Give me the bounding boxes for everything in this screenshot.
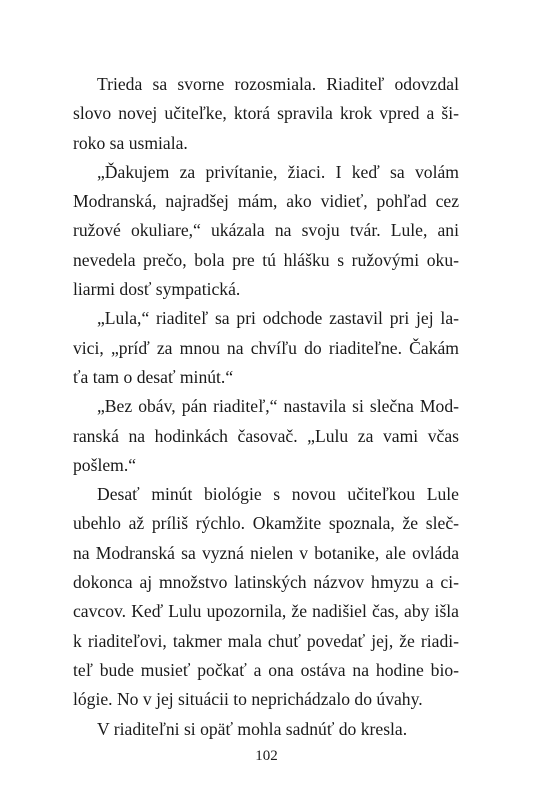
- text-line: Trieda sa svorne rozosmiala. Riaditeľ odovzdal: [97, 74, 459, 94]
- page-number: 102: [255, 748, 278, 764]
- text-line: roko sa usmiala.: [73, 132, 188, 153]
- text-line: teľ bude musieť počkať a ona ostáva na hodine bio-: [73, 659, 459, 680]
- text-line: na Modranská sa vyzná nielen v botanike, ale ovláda: [73, 542, 459, 563]
- text-line: „Lula,“ riaditeľ sa pri odchode zastavil pri jej la-: [97, 308, 459, 329]
- text-line: liarmi dosť sympatická.: [73, 279, 241, 300]
- text-line: dokonca aj množstvo latinských názvov hmyzu a ci-: [73, 572, 459, 593]
- text-line: pošlem.“: [73, 454, 137, 475]
- text-line: Modranská, najradšej mám, ako vidieť, pohľad cez: [73, 191, 459, 212]
- text-line: Desať minút biológie s novou učiteľkou Lule: [97, 484, 459, 505]
- text-line: slovo novej učiteľke, ktorá spravila krok vpred a ši-: [73, 103, 459, 124]
- text-line: cavcov. Keď Lulu upozornila, že nadišiel čas, aby išla: [73, 601, 459, 622]
- text-line: ranská na hodinkách časovač. „Lulu za vami včas: [73, 425, 459, 446]
- text-line: ťa tam o desať minút.“: [73, 366, 234, 387]
- text-line: ubehlo až príliš rýchlo. Okamžite spoznala, že sleč-: [73, 513, 459, 534]
- text-line: nevedela prečo, bola pre tú hlášku s ružovými oku-: [73, 249, 459, 270]
- body-text: [73, 70, 459, 744]
- text-line: V riaditeľni si opäť mohla sadnúť do kresla.: [97, 718, 408, 739]
- text-line: vici, „príď za mnou na chvíľu do riaditeľne. Čakám: [73, 337, 459, 358]
- text-line: k riaditeľovi, takmer mala chuť povedať jej, že riadi-: [73, 630, 459, 651]
- text-line: lógie. No v jej situácii to neprichádzalo do úvahy.: [73, 689, 423, 710]
- text-line: „Ďakujem za privítanie, žiaci. I keď sa volám: [97, 161, 459, 182]
- text-line: „Bez obáv, pán riaditeľ,“ nastavila si slečna Mod-: [97, 396, 459, 417]
- text-line: ružové okuliare,“ ukázala na svoju tvár. Lule, ani: [73, 220, 459, 241]
